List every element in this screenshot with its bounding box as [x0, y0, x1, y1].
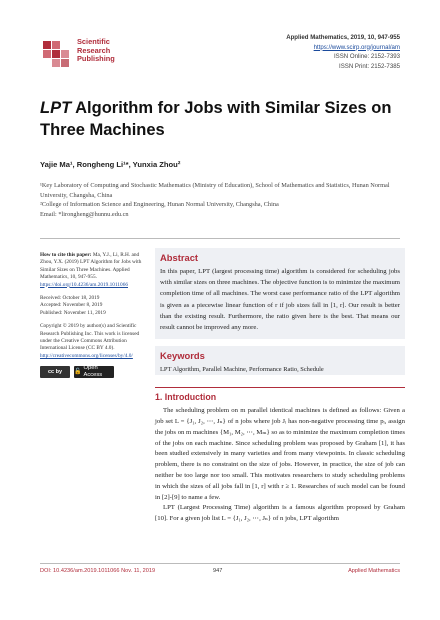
license-link[interactable]: http://creativecommons.org/licenses/by/4.0/ [40, 352, 133, 359]
scirp-logo-icon [40, 38, 72, 70]
abstract-heading: Abstract [160, 252, 199, 263]
abstract-text: In this paper, LPT (largest processing time) algorithm is considered for scheduling jobs with similar sizes on three machines. The objective function is to minimize the maximum completion time of all machines. The worst case performance ratio of the LPT algorithm is given as a piecewise linear function of r if job sizes fall in [1, r]. Our result is better than the existing result. Furthermore, the ratio given here is the best. That means our result cannot be improved any more. [160, 268, 400, 332]
main-column [155, 248, 405, 525]
introduction-body [155, 406, 405, 525]
published-date: Published: November 11, 2019 [40, 309, 106, 316]
citation-block: How to cite this paper: Ma, Y.J., Li, R.H. and Zhou, Y.X. (2019) LPT Algorithm for Jobs with Similar Sizes on Three Machines. Applied Mathematics, 10, 947-955. https://doi.org/10.4236/am.2019.1011066 [40, 252, 142, 288]
publisher-logo[interactable] [40, 36, 190, 72]
publisher-name: Scientific Research Publishing [77, 37, 115, 64]
copyright-block: Copyright © 2019 by author(s) and Scientific Research Publishing Inc. This work is licensed under the Creative Commons Attribution International License (CC BY 4.0). http://creativecommons.org/licenses/by/4.0/ [40, 323, 140, 359]
issn-print: ISSN Print: 2152-7385 [339, 62, 400, 70]
license-badges [40, 366, 152, 378]
cc-by-badge[interactable]: cc by [40, 366, 70, 378]
intro-paragraph-1: The scheduling problem on m parallel identical machines is defined as follows: Given a job set L = {J₁, J₂, ⋯, Jₙ} of n jobs where job Jᵢ has non-negative processing time pᵢ, assign the jobs on m machines {M₁, M₂, ⋯, Mₘ} so as to minimize the maximum completion times of the jobs on each machine. Since scheduling problem was proposed by Graham [1], it has been studied extensively in many varieties and from many viewpoints. In classic scheduling problem, there is no constraint on the size of jobs. However, in practice, the size of job can neither be too large nor too small. This motivates researchers to study scheduling problems in which the sizes of all jobs fall in [1, r] with r ≥ 1. Researches of such model can be found in [2]-[9] to name a few. [155, 407, 405, 501]
doi-link[interactable]: https://doi.org/10.4236/am.2019.1011066 [40, 281, 128, 288]
footer-doi[interactable]: DOI: 10.4236/am.2019.1011066 Nov. 11, 2019 [40, 568, 156, 574]
received-date: Received: October 18, 2019 [40, 295, 100, 302]
author-email[interactable]: Email: *lirongheng@hunnu.edu.cn [40, 210, 129, 218]
introduction-heading: 1. Introduction [155, 392, 217, 403]
affiliation-1: ¹Key Laboratory of Computing and Stochastic Mathematics (Ministry of Education), School of Mathematics and Statistics, Hunan Normal University, Changsha, China [40, 182, 390, 199]
keywords-heading: Keywords [160, 350, 205, 362]
abstract-box [155, 248, 405, 339]
header-divider [40, 238, 400, 239]
intro-paragraph-2: LPT (Largest Processing Time) algorithm is a famous algorithm proposed by Graham [10]. For a given job list L = {J₁, J₂, ⋯, Jₙ} of n jobs, LPT algorithm [155, 504, 405, 523]
page-number: 947 [213, 568, 223, 574]
intro-divider [155, 387, 405, 388]
affiliations [40, 181, 400, 219]
paper-title: LPT Algorithm for Jobs with Similar Sizes on Three Machines [40, 99, 392, 139]
journal-meta [200, 33, 400, 71]
journal-url-link[interactable]: https://www.scirp.org/journal/am [313, 43, 400, 51]
issn-online: ISSN Online: 2152-7393 [333, 53, 400, 60]
open-lock-icon: 🔓 [74, 368, 82, 375]
footer-divider [40, 563, 400, 564]
sidebar-info [40, 252, 152, 378]
keywords-box [155, 346, 405, 375]
journal-citation: Applied Mathematics, 2019, 10, 947-955 [286, 34, 400, 41]
open-access-badge[interactable]: 🔓 Open Access [74, 366, 114, 378]
footer-journal: Applied Mathematics [348, 568, 400, 574]
dates-block [40, 295, 152, 317]
affiliation-2: ²College of Information Science and Engineering, Hunan Normal University, Changsha, China [40, 201, 279, 209]
accepted-date: Accepted: November 8, 2019 [40, 302, 103, 309]
keywords-text: LPT Algorithm, Parallel Machine, Performance Ratio, Schedule [160, 366, 324, 374]
paper-authors: Yajie Ma¹, Rongheng Li¹*, Yunxia Zhou² [40, 160, 181, 169]
